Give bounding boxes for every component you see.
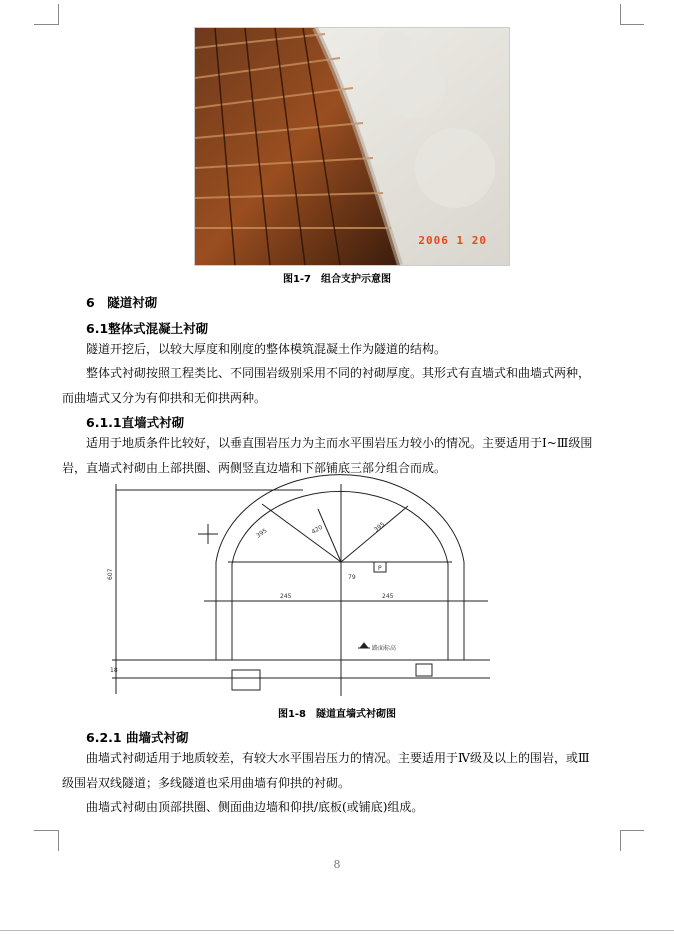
page-number: 8 bbox=[333, 858, 341, 871]
label-road-level: 路面标高 bbox=[372, 645, 397, 652]
paragraph-6-2-1-a: 曲墙式衬砌适用于地质较差，有较大水平围岩压力的情况。主要适用于Ⅳ级及以上的围岩，或Ⅲ 级围岩双线隧道；多线隧道也采用曲墙有仰拱的衬砌。 bbox=[62, 751, 590, 790]
paragraph-6-1-a: 隧道开挖后，以较大厚度和刚度的整体模筑混凝土作为隧道的结构。 bbox=[86, 342, 447, 356]
section-heading-6-2-1: 6.2.1 曲墙式衬砌 bbox=[86, 730, 189, 745]
label-dim-right: 245 bbox=[382, 593, 394, 600]
figure-caption-2: 图1-8 隧道直墙式衬砌图 bbox=[277, 709, 397, 720]
label-height: 607 bbox=[107, 568, 114, 580]
section-heading-6-1-1: 6.1.1直墙式衬砌 bbox=[86, 415, 185, 430]
photo-date-stamp: 2006 1 20 bbox=[418, 234, 487, 247]
section-heading-6: 6 隧道衬砌 bbox=[86, 295, 158, 310]
figure-caption-1: 图1-7 组合支护示意图 bbox=[282, 274, 392, 285]
paragraph-6-2-1-b: 曲墙式衬砌由顶部拱圈、侧面曲边墙和仰拱/底板(或铺底)组成。 bbox=[86, 800, 424, 814]
label-r-outer: 395 bbox=[372, 521, 387, 534]
label-base: 18 bbox=[110, 667, 118, 674]
straight-wall-lining-diagram bbox=[108, 484, 498, 702]
support-photo bbox=[194, 27, 510, 266]
label-r-mid: 420 bbox=[310, 523, 324, 536]
paragraph-6-1-b: 整体式衬砌按照工程类比、不同围岩级别采用不同的衬砌厚度。其形式有直墙式和曲墙式两种， 而曲墙式又分为有仰拱和无仰拱两种。 bbox=[62, 366, 591, 405]
label-dim-left: 245 bbox=[280, 593, 292, 600]
label-dim-small: 79 bbox=[348, 574, 356, 581]
label-r-inner: 395 bbox=[255, 527, 269, 540]
page-bottom-divider bbox=[0, 930, 674, 931]
paragraph-6-1-1: 适用于地质条件比较好，以垂直围岩压力为主而水平围岩压力较小的情况。主要适用于Ⅰ~Ⅲ级围 岩，直墙式衬砌由上部拱圈、两侧竖直边墙和下部铺底三部分组合而成。 bbox=[62, 436, 593, 475]
section-heading-6-1: 6.1整体式混凝土衬砌 bbox=[86, 321, 209, 336]
label-p: P bbox=[378, 565, 382, 572]
